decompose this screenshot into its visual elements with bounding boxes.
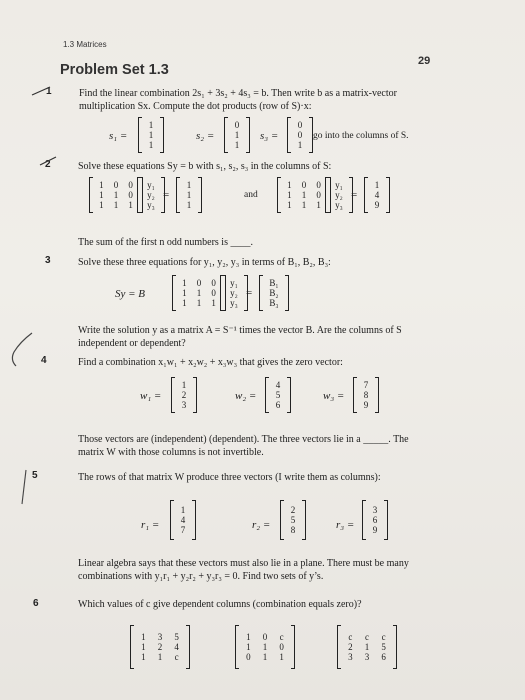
pen-mark-icon [18, 468, 32, 508]
problem-3-line-2: Write the solution y as a matrix A = S⁻¹ times the vector B. Are the columns of S [78, 325, 402, 336]
vector-entry: 2 [181, 390, 187, 400]
matrix-S-p2-second [277, 177, 331, 213]
problem-4-number: 4 [41, 355, 47, 366]
equals-sign: = [163, 189, 170, 201]
vector-entry: 3 [372, 505, 378, 515]
and-word: and [244, 190, 258, 200]
problem-4-line-2: Those vectors are (independent) (dependent). The three vectors lie in a _____. The [78, 434, 409, 445]
s3-label: s₃ = [260, 130, 279, 142]
matrix-entry: 0 [262, 632, 268, 642]
matrix-6a [130, 625, 190, 669]
problem-2-line-2: The sum of the first n odd numbers is ____. [78, 237, 253, 248]
matrix-entry: 3 [157, 632, 163, 642]
matrix-entry: 1 [182, 298, 187, 308]
vector-entry: y₂ [230, 288, 238, 298]
equals-sign: = [351, 189, 358, 201]
vector-s2 [224, 117, 250, 153]
vector-entry: 1 [186, 200, 192, 210]
matrix-entry: 0 [113, 180, 119, 190]
vector-entry: 2 [290, 505, 296, 515]
matrix-entry: 1 [157, 652, 163, 662]
vector-entry: y₃ [147, 200, 155, 210]
matrix-entry: 2 [157, 642, 163, 652]
vector-y-p3 [220, 275, 248, 311]
matrix-entry: 1 [246, 632, 251, 642]
problem-3-line-3: independent or dependent? [78, 338, 186, 349]
matrix-S-p2 [89, 177, 143, 213]
vector-entry: 9 [363, 400, 369, 410]
matrix-entry: 3 [364, 652, 370, 662]
matrix-entry: 1 [287, 200, 292, 210]
matrix-entry: 2 [348, 642, 353, 652]
s1-label: s₁ = [109, 130, 128, 142]
equals-sign: = [246, 287, 253, 299]
vector-entry: 6 [275, 400, 281, 410]
vector-w2 [265, 377, 291, 413]
vector-entry: 7 [180, 525, 186, 535]
matrix-entry: 1 [141, 652, 146, 662]
matrix-6c [337, 625, 397, 669]
pen-mark-icon [6, 330, 36, 370]
r1-label: r₁ = [141, 519, 160, 531]
w1-label: w₁ = [140, 390, 162, 402]
matrix-entry: 0 [211, 278, 216, 288]
matrix-entry: 6 [381, 652, 386, 662]
page-number: 29 [418, 55, 431, 67]
matrix-entry: 0 [128, 180, 133, 190]
matrix-entry: 0 [316, 180, 321, 190]
matrix-entry: 5 [381, 642, 386, 652]
pen-mark-icon [38, 154, 60, 168]
page-title: Problem Set 1.3 [60, 62, 169, 78]
problem-3-line-1: Solve these three equations for y₁, y₂, y₃ in terms of B₁, B₂, B₃: [78, 257, 331, 268]
vector-entry: 7 [363, 380, 369, 390]
vector-y-p2-second [325, 177, 353, 213]
matrix-entry: 1 [279, 652, 284, 662]
problem-5-line-3: combinations with y₁r₁ + y₂r₂ + y₃r₃ = 0. Find two sets of y’s. [78, 571, 324, 582]
vector-entry: 1 [374, 180, 380, 190]
matrix-entry: 0 [279, 642, 284, 652]
vector-entry: y₂ [335, 190, 343, 200]
vector-entry: 1 [181, 380, 187, 390]
matrix-entry: 0 [301, 180, 307, 190]
vector-r2 [280, 500, 306, 540]
matrix-entry: 1 [113, 190, 119, 200]
matrix-entry: 1 [182, 288, 187, 298]
matrix-entry: 0 [316, 190, 321, 200]
matrix-entry: 0 [128, 190, 133, 200]
vector-entry: y₃ [335, 200, 343, 210]
matrix-entry: 1 [141, 642, 146, 652]
vector-entry: B₁ [269, 278, 279, 288]
matrix-entry: 1 [99, 190, 104, 200]
matrix-entry: 1 [301, 200, 307, 210]
s1-entry: 1 [148, 140, 154, 150]
matrix-entry: 1 [364, 642, 370, 652]
matrix-entry: 3 [348, 652, 353, 662]
vector-entry: 4 [180, 515, 186, 525]
vector-entry: 3 [181, 400, 187, 410]
problem-5-line-2: Linear algebra says that these vectors must also lie in a plane. There must be many [78, 558, 409, 569]
section-header: 1.3 Matrices [63, 40, 107, 49]
matrix-entry: 1 [211, 298, 216, 308]
vector-entry: y₁ [335, 180, 343, 190]
matrix-entry: 0 [196, 278, 202, 288]
matrix-entry: 4 [174, 642, 179, 652]
vector-entry: 8 [363, 390, 369, 400]
problem-1-trailing-text: go into the columns of S. [313, 131, 409, 141]
problem-1-number: 1 [46, 86, 52, 97]
vector-entry: 9 [374, 200, 380, 210]
w2-label: w₂ = [235, 390, 257, 402]
matrix-entry: 1 [287, 190, 292, 200]
vector-s3 [287, 117, 313, 153]
vector-b2 [364, 177, 390, 213]
s1-entry: 1 [148, 120, 154, 130]
s3-entry: 1 [297, 140, 303, 150]
matrix-entry: 1 [99, 180, 104, 190]
problem-4-line-3: matrix W with those columns is not invertible. [78, 447, 264, 458]
vector-w3 [353, 377, 379, 413]
vector-entry: 1 [180, 505, 186, 515]
matrix-entry: 1 [262, 652, 268, 662]
r3-label: r₃ = [336, 519, 355, 531]
vector-entry: 4 [374, 190, 380, 200]
matrix-entry: 0 [211, 288, 216, 298]
problem-6-line-1: Which values of c give dependent columns (combination equals zero)? [78, 599, 362, 610]
problem-4-line-1: Find a combination x₁w₁ + x₂w₂ + x₃w₃ that gives the zero vector: [78, 357, 343, 368]
matrix-entry: c [381, 632, 386, 642]
matrix-entry: 1 [196, 298, 202, 308]
vector-entry: 5 [275, 390, 281, 400]
vector-entry: 8 [290, 525, 296, 535]
vector-r1 [170, 500, 196, 540]
vector-entry: 1 [186, 190, 192, 200]
vector-entry: B₂ [269, 288, 279, 298]
problem-5-line-1: The rows of that matrix W produce three vectors (I write them as columns): [78, 472, 381, 483]
equation-Sy-B: Sy = B [115, 288, 146, 300]
matrix-entry: c [279, 632, 284, 642]
vector-w1 [171, 377, 197, 413]
matrix-entry: 1 [99, 200, 104, 210]
s2-entry: 1 [234, 140, 240, 150]
matrix-S-p3 [172, 275, 226, 311]
vector-b1 [176, 177, 202, 213]
vector-entry: B₃ [269, 298, 279, 308]
w3-label: w₃ = [323, 390, 345, 402]
s1-entry: 1 [148, 130, 154, 140]
problem-1-line-2: multiplication Sx. Compute the dot products (row of S)·x: [79, 101, 312, 112]
vector-r3 [362, 500, 388, 540]
vector-entry: y₂ [147, 190, 155, 200]
matrix-entry: 1 [246, 642, 251, 652]
vector-entry: 9 [372, 525, 378, 535]
matrix-entry: 1 [141, 632, 146, 642]
matrix-entry: 0 [246, 652, 251, 662]
problem-1-line-1: Find the linear combination 2s₁ + 3s₂ + 4s₃ = b. Then write b as a matrix-vector [79, 88, 397, 99]
vector-B [259, 275, 289, 311]
vector-entry: 4 [275, 380, 281, 390]
vector-entry: y₃ [230, 298, 238, 308]
s2-entry: 1 [234, 130, 240, 140]
matrix-entry: c [364, 632, 369, 642]
matrix-entry: 1 [182, 278, 187, 288]
matrix-entry: 1 [287, 180, 292, 190]
vector-entry: 1 [186, 180, 192, 190]
matrix-entry: 5 [174, 632, 179, 642]
s2-label: s₂ = [196, 130, 215, 142]
vector-entry: 6 [372, 515, 378, 525]
problem-2-number: 2 [45, 159, 51, 170]
matrix-entry: 1 [301, 190, 307, 200]
pen-mark-icon [30, 83, 54, 99]
matrix-entry: 1 [316, 200, 321, 210]
s3-entry: 0 [297, 120, 303, 130]
s3-entry: 0 [297, 130, 303, 140]
problem-2-line-1: Solve these equations Sy = b with s₁, s₂, s₃ in the columns of S: [78, 161, 332, 172]
s2-entry: 0 [234, 120, 240, 130]
matrix-entry: 1 [128, 200, 133, 210]
problem-5-number: 5 [32, 470, 38, 481]
vector-s1 [138, 117, 164, 153]
matrix-entry: 1 [113, 200, 119, 210]
vector-y-p2 [137, 177, 165, 213]
r2-label: r₂ = [252, 519, 271, 531]
problem-3-number: 3 [45, 255, 51, 266]
vector-entry: y₁ [230, 278, 238, 288]
problem-6-number: 6 [33, 598, 39, 609]
matrix-entry: 1 [196, 288, 202, 298]
matrix-entry: c [348, 632, 353, 642]
vector-entry: y₁ [147, 180, 155, 190]
matrix-6b [235, 625, 295, 669]
vector-entry: 5 [290, 515, 296, 525]
matrix-entry: c [174, 652, 179, 662]
matrix-entry: 1 [262, 642, 268, 652]
